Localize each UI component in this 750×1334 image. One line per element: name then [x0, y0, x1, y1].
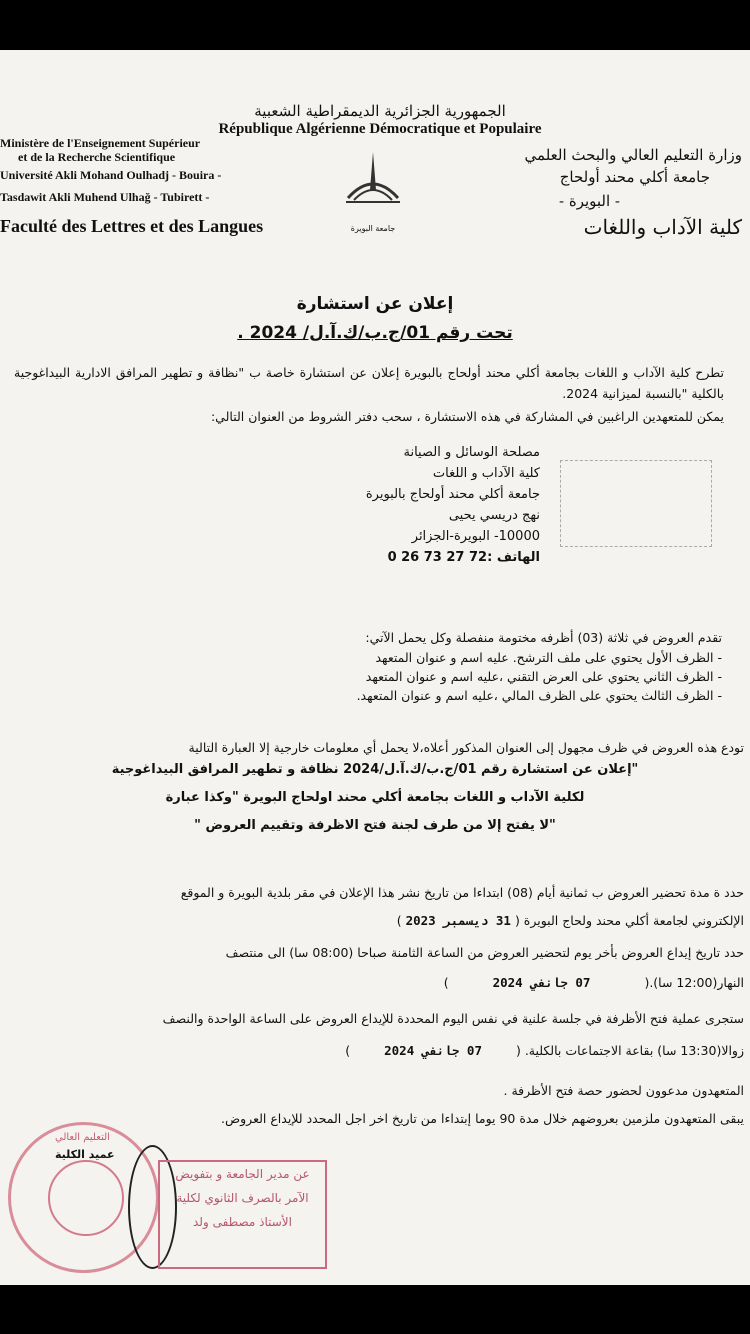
stamp-emblem: [48, 1160, 124, 1236]
handwritten-date: 31 ديسمبر 2023: [405, 913, 511, 928]
envelope-label-3: "لا يفتح إلا من طرف لجنة فتح الاظرفة وتقييم العروض ": [194, 818, 556, 833]
university-french: Université Akli Mohand Oulhadj - Bouira -: [0, 168, 222, 182]
invite-text: المتعهدون مدعوون لحضور حصة فتح الأظرفة .: [503, 1083, 744, 1098]
page-title: إعلان عن استشارة: [296, 294, 454, 314]
ministry-french-2: et de la Recherche Scientifique: [18, 150, 176, 164]
delegation-line-3: الأستاذ مصطفى ولد: [193, 1215, 292, 1229]
ministry-french-1: Ministère de l'Enseignement Supérieur: [0, 136, 201, 150]
delegation-line-1: عن مدير الجامعة و بتفويض: [175, 1167, 310, 1181]
preparation-website-text: الإلكتروني لجامعة أكلي محند ولحاج البويرة (: [514, 913, 744, 928]
republic-french: République Algérienne Démocratique et Populaire: [218, 121, 542, 137]
list-item: - الظرف الثالث يحتوي على الظرف المالي ،عليه اسم و عنوان المتعهد.: [356, 688, 722, 703]
opening-session: ستجرى عملية فتح الأظرفة في جلسة علنية في نفس اليوم المحددة للإيداع العروض على الساعة الواحدة والنصف: [162, 1011, 744, 1026]
envelope-label-1: "إعلان عن استشارة رقم 01/ج.ب/ك.آ.ل/2024 نظافة و تطهير المرافق البيداغوجية: [111, 762, 639, 777]
address-line: 10000- البويرة-الجزائر: [411, 529, 540, 544]
envelope-item-3: الظرف الثالث يحتوي على الظرف المالي ،عليه اسم و عنوان المتعهد.: [356, 688, 714, 703]
intro-paragraph: تطرح كلية الآداب و اللغات بجامعة أكلي محند أولحاج بالبويرة إعلان عن استشارة خاصة ب "نظافة و تطهير المرافق الادارية البيداغوجية بالكلية "بالنسبة لميزانية 2024.: [14, 365, 724, 401]
university-kabyle: Tasdawit Akli Muhend Ulhağ - Tubirett -: [0, 190, 210, 204]
intro-paragraph-2: يمكن للمتعهدين الراغبين في المشاركة في هذه الاستشارة ، سحب دفتر الشروط من العنوان التالي:: [210, 409, 724, 424]
faculty-french: Faculté des Lettres et des Langues: [0, 216, 264, 236]
list-item: - الظرف الثاني يحتوي على العرض التقني ،عليه اسم و عنوان المتعهد: [365, 669, 722, 684]
delegation-line-2: الآمر بالصرف الثانوي لكلية: [176, 1191, 309, 1205]
address-line: نهج دريسي يحيى: [448, 508, 540, 523]
address-block: [366, 442, 540, 568]
address-phone: الهاتف :72 27 73 26 0: [387, 550, 540, 565]
logo-caption: جامعة البويرة: [350, 224, 396, 233]
faculty-arabic: كلية الآداب واللغات: [583, 215, 742, 239]
ministry-arabic: وزارة التعليم العالي والبحث العلمي: [524, 146, 742, 164]
handwritten-date: 07 جانفي 2024: [384, 1043, 482, 1058]
document-page: [0, 50, 750, 1285]
paren-close: ): [345, 1043, 351, 1058]
dean-label: عميد الكلية: [55, 1148, 115, 1161]
paren-close: ): [443, 975, 449, 990]
opening-session-time-text: زوالا(13:30 سا) بقاعة الاجتماعات بالكلية. (: [515, 1043, 744, 1058]
deposit-deadline-time-text: النهار(12:00 سا).(: [644, 975, 744, 990]
offers-intro: تقدم العروض في ثلاثة (03) أظرفه مختومة منفصلة وكل يحمل الآتي:: [365, 630, 722, 645]
deposit-text: تودع هذه العروض في ظرف مجهول إلى العنوان المذكور أعلاه،لا يحمل أي معلومات خارجية إلا العبارة التالية: [188, 740, 744, 755]
university-logo: [338, 150, 408, 233]
preparation-period: حدد ة مدة تحضير العروض ب ثمانية أيام (08) ابتداءا من تاريخ نشر هذا الإعلان في مقر بلدية البويرة و الموقع: [180, 885, 744, 900]
envelope-list: [22, 648, 722, 705]
list-item: - الظرف الأول يحتوي على ملف الترشح. عليه اسم و عنوان المتعهد: [375, 650, 722, 665]
faded-box: [560, 460, 712, 547]
preparation-website: [14, 910, 744, 931]
validity-text: يبقى المتعهدون ملزمين بعروضهم خلال مدة 90 يوما إبتداءا من تاريخ اخر اجل المحدد للإيداع العروض.: [221, 1111, 744, 1126]
university-arabic: جامعة أكلي محند أولحاج: [559, 168, 710, 186]
envelope-label-2: لكلية الآداب و اللغات بجامعة أكلي محند اولحاج البويرة "وكذا عبارة: [165, 790, 585, 805]
reference-number: تحت رقم 01/ج.ب/ك.آ.ل/ 2024 .: [237, 323, 513, 343]
republic-arabic: الجمهورية الجزائرية الديمقراطية الشعبية: [254, 102, 506, 120]
address-line: كلية الآداب و اللغات: [432, 466, 540, 481]
deposit-deadline-time: [14, 972, 744, 993]
address-line: مصلحة الوسائل و الصيانة: [403, 445, 540, 460]
address-line: جامعة أكلي محند أولحاج بالبويرة: [365, 487, 540, 502]
delegation-stamp: [158, 1160, 327, 1269]
stamp-text: التعليم العالي: [55, 1132, 110, 1143]
opening-session-time: [14, 1040, 744, 1061]
deposit-deadline: حدد تاريخ إيداع العروض بأخر يوم لتحضير العروض من الساعة الثامنة صباحا (08:00 سا) الى منتصف: [225, 945, 744, 960]
envelope-item-1: الظرف الأول يحتوي على ملف الترشح. عليه اسم و عنوان المتعهد: [375, 650, 714, 665]
city-arabic: - البويرة -: [559, 192, 620, 210]
handwritten-date: 07 جانفي 2024: [492, 975, 591, 990]
envelope-item-2: الظرف الثاني يحتوي على العرض التقني ،عليه اسم و عنوان المتعهد: [365, 669, 714, 684]
paren-close: ): [396, 913, 402, 928]
